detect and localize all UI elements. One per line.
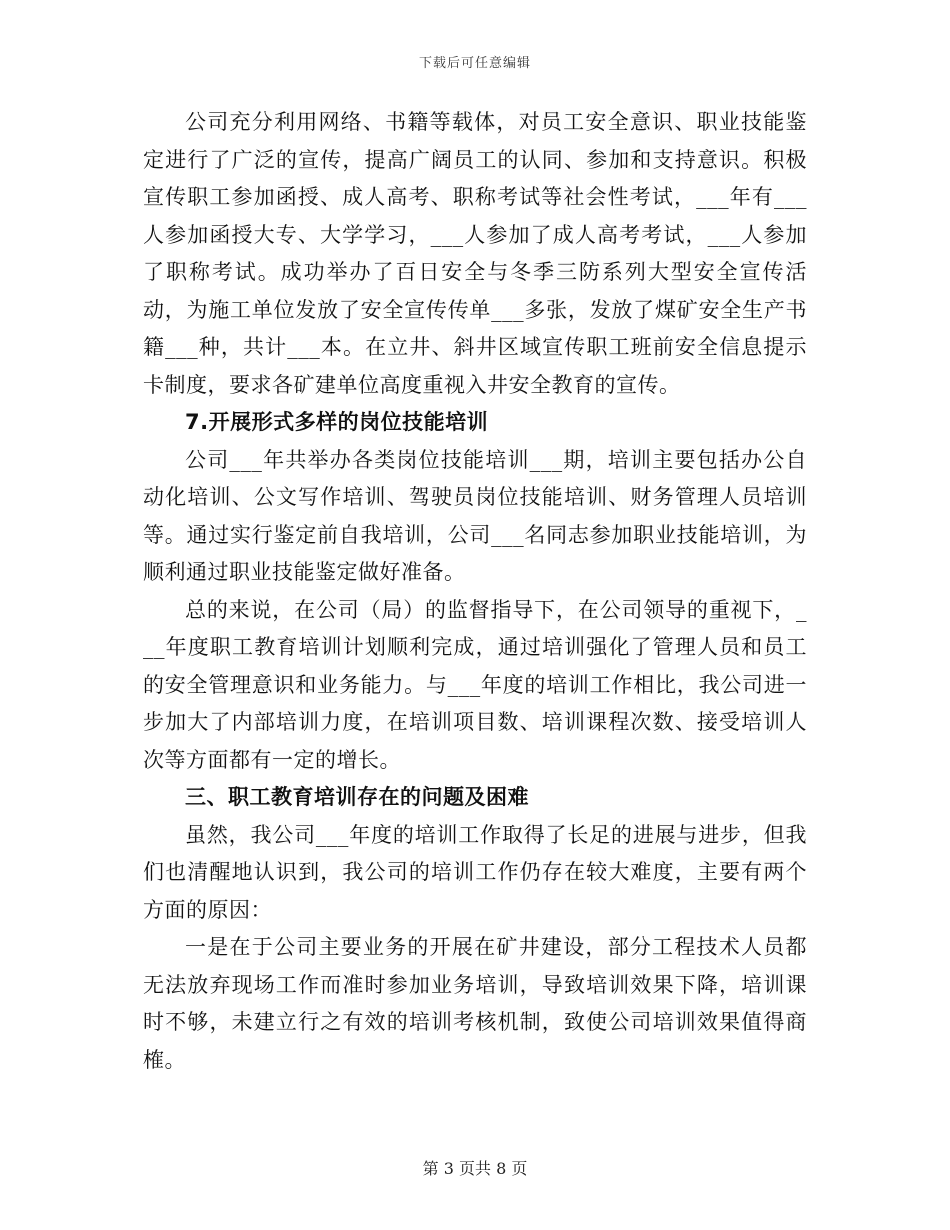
paragraph-reason-one: 一是在于公司主要业务的开展在矿井建设，部分工程技术人员都无法放弃现场工作而准时参加业务培训，导致培训效果下降，培训课时不够，未建立行之有效的培训考核机制，致使公司培训效果值得商榷。 — [143, 935, 807, 1072]
paragraph-publicity: 公司充分利用网络、书籍等载体，对员工安全意识、职业技能鉴定进行了广泛的宣传，提高广阔员工的认同、参加和支持意识。积极宣传职工参加函授、成人高考、职称考试等社会性考试，___年有___人参加函授大专、大学学习，___人参加了成人高考考试，___人参加了职称考试。成功举办了百日安全与冬季三防系列大型安全宣传活动，为施工单位发放了安全宣传传单___多张，发放了煤矿安全生产书籍___种，共计___本。在立井、斜井区域宣传职工班前安全信息提示卡制度，要求各矿建单位高度重视入井安全教育的宣传。 — [143, 110, 807, 397]
section-heading-skills-training: 7.开展形式多样的岗位技能培训 — [185, 410, 489, 434]
paragraph-problems-intro: 虽然，我公司___年度的培训工作取得了长足的进展与进步，但我们也清醒地认识到，我公司的培训工作仍存在较大难度，主要有两个方面的原因： — [143, 822, 807, 922]
page-number-footer: 第 3 页共 8 页 — [422, 1159, 528, 1178]
section-heading-problems: 三、职工教育培训存在的问题及困难 — [185, 785, 529, 809]
paragraph-summary: 总的来说，在公司（局）的监督指导下，在公司领导的重视下，___年度职工教育培训计划顺利完成，通过培训强化了管理人员和员工的安全管理意识和业务能力。与___年度的培训工作相比，我公司进一步加大了内部培训力度，在培训项目数、培训课程次数、接受培训人次等方面都有一定的增长。 — [143, 597, 807, 772]
document-body — [143, 104, 807, 1079]
paragraph-skills-training: 公司___年共举办各类岗位技能培训___期，培训主要包括办公自动化培训、公文写作培训、驾驶员岗位技能培训、财务管理人员培训等。通过实行鉴定前自我培训，公司___名同志参加职业技能培训，为顺利通过职业技能鉴定做好准备。 — [143, 447, 807, 584]
page-header: 下载后可任意编辑 — [418, 56, 531, 71]
